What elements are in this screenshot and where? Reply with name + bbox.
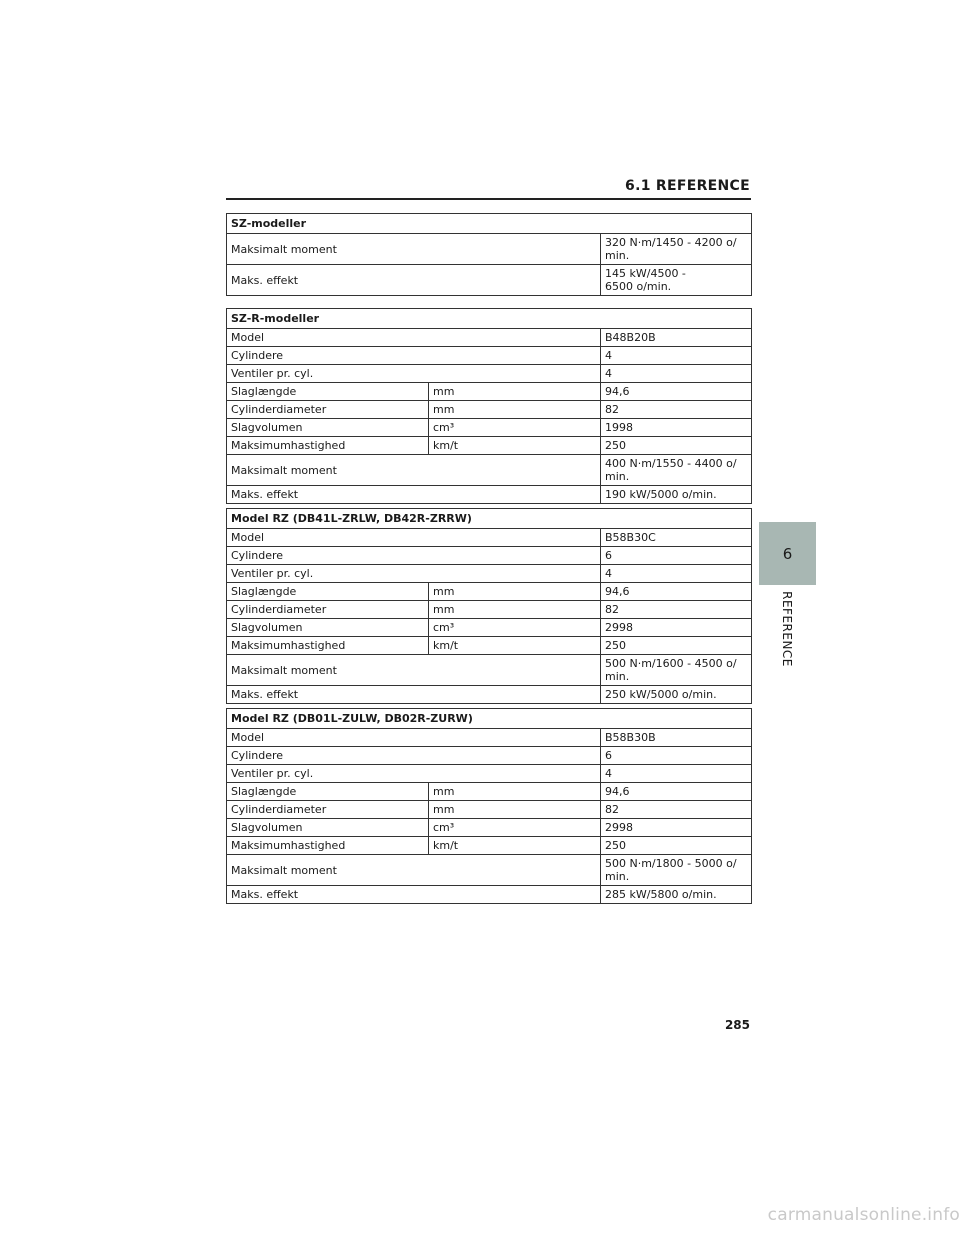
table-row [227,547,752,565]
row-value: 250 [601,437,752,455]
row-label: Cylindere [227,747,601,765]
table-title: SZ-modeller [227,214,752,234]
table-row [227,819,752,837]
row-value: 145 kW/4500 - 6500 o/min. [601,265,752,296]
row-label: Slaglængde [227,383,429,401]
table-row [227,801,752,819]
row-value: 190 kW/5000 o/min. [601,486,752,504]
row-value: 82 [601,601,752,619]
section-header-title: 6.1 REFERENCE [625,178,750,194]
row-value: 1998 [601,419,752,437]
row-label: Cylinderdiameter [227,801,429,819]
table-row [227,747,752,765]
table-row [227,529,752,547]
table-row [227,686,752,704]
row-label: Maksimalt moment [227,855,601,886]
spec-table [226,508,752,704]
page-number: 285 [724,1018,750,1032]
chapter-tab[interactable] [759,522,816,585]
row-value: 500 N·m/1800 - 5000 o/ min. [601,855,752,886]
row-unit: mm [429,783,601,801]
table-row [227,265,752,296]
table-row [227,383,752,401]
table-row [227,347,752,365]
table-row [227,655,752,686]
row-label: Model [227,729,601,747]
row-unit: mm [429,583,601,601]
table-row [227,837,752,855]
table-row [227,486,752,504]
row-label: Slagvolumen [227,819,429,837]
table-row [227,365,752,383]
row-value: B58B30C [601,529,752,547]
row-value: 4 [601,765,752,783]
row-label: Slaglængde [227,783,429,801]
table-title: Model RZ (DB41L-ZRLW, DB42R-ZRRW) [227,509,752,529]
row-label: Cylinderdiameter [227,601,429,619]
table-row [227,234,752,265]
chapter-tab-number: 6 [782,544,793,563]
table-row [227,565,752,583]
row-label: Cylindere [227,547,601,565]
row-value: 285 kW/5800 o/min. [601,886,752,904]
row-value: 6 [601,747,752,765]
row-value: 82 [601,401,752,419]
row-label: Maks. effekt [227,486,601,504]
row-label: Ventiler pr. cyl. [227,565,601,583]
row-value: 4 [601,365,752,383]
row-value: 250 [601,637,752,655]
row-value: 250 kW/5000 o/min. [601,686,752,704]
table-row [227,886,752,904]
row-label: Maks. effekt [227,265,601,296]
table-row [227,401,752,419]
table-title: SZ-R-modeller [227,309,752,329]
spec-table [226,308,752,504]
row-unit: km/t [429,437,601,455]
row-label: Maksimalt moment [227,655,601,686]
table-row [227,637,752,655]
row-label: Ventiler pr. cyl. [227,365,601,383]
chapter-tab-label: REFERENCE [780,591,794,667]
header-divider [226,198,751,200]
row-label: Maks. effekt [227,886,601,904]
table-title-row [227,509,752,529]
row-value: 82 [601,801,752,819]
row-label: Slagvolumen [227,419,429,437]
table-title-row [227,309,752,329]
table-row [227,583,752,601]
row-value: 4 [601,347,752,365]
table-row [227,329,752,347]
row-label: Ventiler pr. cyl. [227,765,601,783]
table-row [227,855,752,886]
table-title-row [227,709,752,729]
row-unit: km/t [429,637,601,655]
row-unit: mm [429,801,601,819]
row-value: 500 N·m/1600 - 4500 o/ min. [601,655,752,686]
row-unit: cm³ [429,419,601,437]
row-label: Maksimalt moment [227,455,601,486]
row-value: 94,6 [601,383,752,401]
row-label: Model [227,529,601,547]
row-unit: cm³ [429,619,601,637]
row-value: B58B30B [601,729,752,747]
table-title-row [227,214,752,234]
row-unit: mm [429,401,601,419]
row-value: 2998 [601,619,752,637]
row-value: 2998 [601,819,752,837]
table-row [227,601,752,619]
table-row [227,619,752,637]
row-label: Maksimalt moment [227,234,601,265]
row-value: 94,6 [601,583,752,601]
table-row [227,783,752,801]
watermark: carmanualsonline.info [767,1205,960,1225]
spec-table [226,708,752,904]
row-value: 320 N·m/1450 - 4200 o/ min. [601,234,752,265]
row-value: 250 [601,837,752,855]
row-value: B48B20B [601,329,752,347]
table-row [227,419,752,437]
table-row [227,455,752,486]
spec-table [226,213,752,296]
table-row [227,437,752,455]
row-unit: cm³ [429,819,601,837]
row-label: Maks. effekt [227,686,601,704]
row-label: Maksimumhastighed [227,637,429,655]
row-label: Model [227,329,601,347]
row-label: Cylinderdiameter [227,401,429,419]
row-unit: mm [429,601,601,619]
row-value: 400 N·m/1550 - 4400 o/ min. [601,455,752,486]
table-title: Model RZ (DB01L-ZULW, DB02R-ZURW) [227,709,752,729]
row-value: 94,6 [601,783,752,801]
table-row [227,729,752,747]
row-unit: mm [429,383,601,401]
row-unit: km/t [429,837,601,855]
table-row [227,765,752,783]
row-value: 4 [601,565,752,583]
row-label: Maksimumhastighed [227,437,429,455]
row-label: Slagvolumen [227,619,429,637]
row-label: Cylindere [227,347,601,365]
row-label: Maksimumhastighed [227,837,429,855]
row-value: 6 [601,547,752,565]
row-label: Slaglængde [227,583,429,601]
